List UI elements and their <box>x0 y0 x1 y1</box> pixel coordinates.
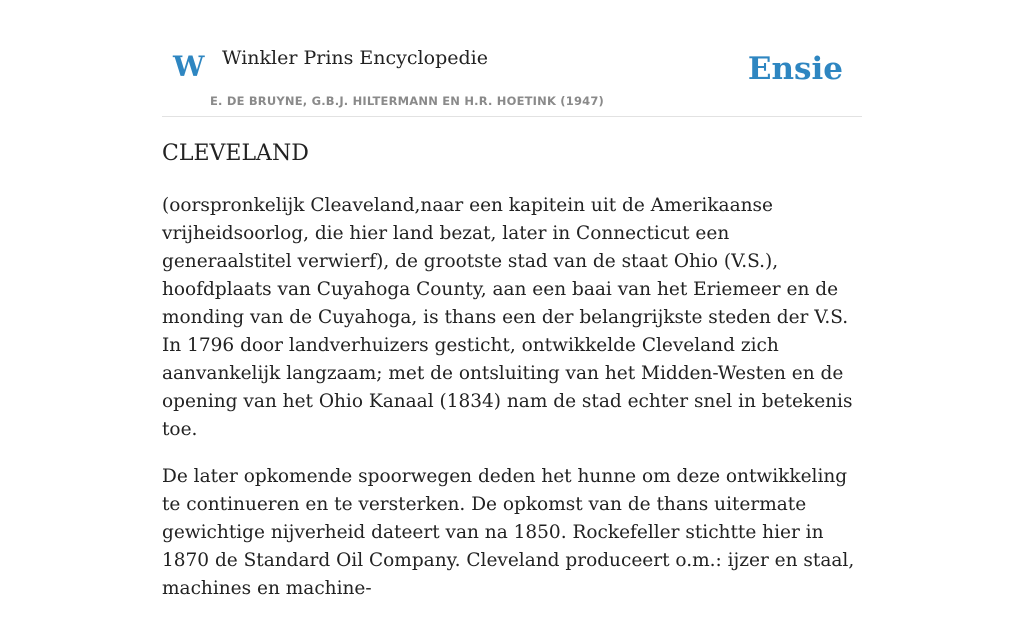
site-header <box>162 0 862 117</box>
publication-title[interactable]: Winkler Prins Encyclopedie <box>222 47 488 69</box>
article-body <box>162 192 862 622</box>
ensie-logo[interactable]: Ensie <box>747 51 843 87</box>
article-paragraph-2: De later opkomende spoorwegen deden het hunne om deze ontwikkeling te continueren en te versterken. De opkomst van de thans uitermate gewichtige nijverheid dateert van na 1850. Rockefeller stichtte hier in 1870 de Standard Oil Company. Cleveland produceert o.m.: ijzer en staal, machines en machine- <box>162 466 855 599</box>
article-paragraph-1: (oorspronkelijk Cleaveland,naar een kapitein uit de Amerikaanse vrijheidsoorlog, die hier land bezat, later in Connecticut een generaalstitel verwierf), de grootste stad van de staat Ohio (V.S.), hoofdplaats van Cuyahoga County, aan een baai van het Eriemeer en de monding van de Cuyahoga, is thans een der belangrijkste steden der V.S. In 1796 door landverhuizers gesticht, ontwikkelde Cleveland zich aanvankelijk langzaam; met de ontsluiting van het Midden-Westen en de opening van het Ohio Kanaal (1834) nam de stad echter snel in betekenis toe. <box>162 195 853 440</box>
winkler-prins-logo[interactable]: W <box>173 50 205 83</box>
article-title: CLEVELAND <box>162 141 309 166</box>
publication-authors: E. DE BRUYNE, G.B.J. HILTERMANN EN H.R. HOETINK (1947) <box>210 94 605 108</box>
